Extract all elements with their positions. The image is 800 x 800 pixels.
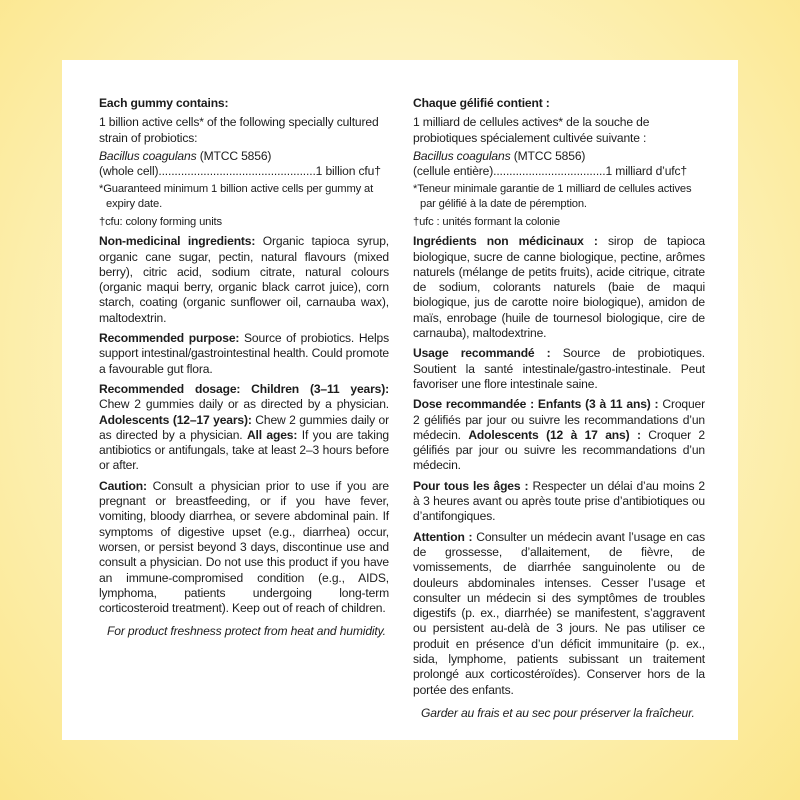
contents-heading-fr: Chaque gélifié contient : <box>413 96 550 110</box>
caution-text: Consult a physician prior to use if you are pregnant or breastfeeding, or if you have fever, vomiting, bloody diarrhea, or severe abdominal pain. If symptoms of digestive upset (e.g., diarrhea) occur, worsen, or persist beyond 3 days, discontinue use and consult a physician. Do not use this product if you have an immune-compromised condition (e.g., AIDS, lymphoma, patients undergoing long-term corticosteroid treatment). Keep out of reach of children. <box>99 478 389 616</box>
nmi-label: Non-medicinal ingredients: <box>99 234 256 249</box>
contents-intro: 1 billion active cells* of the following specially cultured strain of probiotics: <box>99 115 379 145</box>
strain-code-fr: (MTCC 5856) <box>510 148 586 163</box>
purpose-label-fr: Usage recommandé : <box>413 346 551 361</box>
dosage-text-fr: Croquer 2 gélifiés par jour ou suivre les recommandations d’un médecin. <box>413 397 706 442</box>
contents-intro-fr: 1 milliard de cellules actives* de la souche de probiotiques spécialement cultivée suivante : <box>413 115 650 145</box>
purpose-text-fr: Source de probiotiques. Soutient la santé intestinale/gastro-intestinale. Peut favoriser une flore intestinale saine. <box>413 346 705 391</box>
strain-name: Bacillus coagulans <box>99 148 197 163</box>
nmi-label-fr: Ingrédients non médicinaux : <box>413 234 598 249</box>
dosage-section <box>99 382 389 474</box>
strain-name-fr: Bacillus coagulans <box>413 148 511 163</box>
purpose-section-fr <box>413 346 705 392</box>
cfu-note-fr: †ufc : unités formant la colonie <box>413 215 560 228</box>
strain-code: (MTCC 5856) <box>196 148 272 163</box>
dosage-label-fr: Dose recommandée : Enfants (3 à 11 ans) : <box>413 397 659 412</box>
nmi-section <box>99 234 389 326</box>
nmi-text-fr: sirop de tapioca biologique, sucre de canne biologique, pectine, arômes naturels (mélange de petits fruits), acide citrique, citrate de sodium, colorants naturels (baie de maqui biologique, jus de carotte noire biologique), amidon de maïs, enrobage (huile de tournesol biologique, cire de carnauba), maltodextrine. <box>413 234 705 341</box>
dosage-label: Recommended dosage: Children (3–11 years): <box>99 381 389 396</box>
strain-line <box>99 149 389 180</box>
adolescents-label-fr: Adolescents (12 à 17 ans) : <box>468 427 641 442</box>
purpose-section <box>99 331 389 377</box>
dosage-section-fr <box>413 397 705 473</box>
all-ages-label-fr: Pour tous les âges : <box>413 478 529 493</box>
strain-line-fr <box>413 149 705 180</box>
nmi-text: Organic tapioca syrup, organic cane sugar, pectin, natural flavours (mixed berry), citric acid, sodium citrate, natural colours (organic maqui berry, organic black carrot juice), corn starch, coating (organic sunflower oil, carnauba wax), maltodextrin. <box>99 234 389 325</box>
freshness-note: For product freshness protect from heat and humidity. <box>107 624 386 639</box>
label-panel <box>62 60 738 740</box>
adolescents-text: Chew 2 gummies daily or as directed by a physician. <box>99 412 389 442</box>
nmi-section-fr <box>413 234 705 341</box>
caution-section-fr <box>413 530 705 698</box>
caution-section <box>99 479 389 617</box>
all-ages-section-fr <box>413 479 705 525</box>
all-ages-text-fr: Respecter un délai d’au moins 2 à 3 heures avant ou après toute prise d’antibiotiques ou d’antifongiques. <box>413 478 705 524</box>
all-ages-label: All ages: <box>246 427 298 442</box>
caution-text-fr: Consulter un médecin avant l’usage en cas de grossesse, d’allaitement, de fièvre, de vomissements, de diarrhée sanguinolente ou de douleurs abdominales intenses. Cesser l’usage et consulter un médecin si des symptômes de troubles digestifs (p. ex., diarrhée) se manifestent, s’aggravent ou persistent au-delà de 3 jours. Ne pas utiliser ce produit en présence d’un déficit immunitaire (p. ex., sida, lymphome, patients subissant un traitement prolongé aux corticostéroïdes). Conserver hors de la portée des enfants. <box>413 529 705 697</box>
english-column <box>99 96 389 645</box>
freshness-note-fr: Garder au frais et au sec pour préserver la fraîcheur. <box>421 705 695 720</box>
contents-heading: Each gummy contains: <box>99 96 229 110</box>
dosage-text: Chew 2 gummies daily or as directed by a physician. <box>99 397 389 412</box>
purpose-label: Recommended purpose: <box>99 331 240 346</box>
cfu-note: †cfu: colony forming units <box>99 215 222 228</box>
strain-detail: (whole cell).................................................1 billion cfu† <box>99 164 381 179</box>
purpose-text: Source of probiotics. Helps support intestinal/gastrointestinal health. Could promote a favourable gut flora. <box>99 331 389 376</box>
caution-label-fr: Attention : <box>413 529 473 544</box>
french-column <box>413 96 705 726</box>
guarantee-note-fr: *Teneur minimale garantie de 1 milliard de cellules actives par gélifié à la date de péremption. <box>413 183 692 211</box>
guarantee-note: *Guaranteed minimum 1 billion active cells per gummy at expiry date. <box>99 183 374 211</box>
adolescents-text-fr: Croquer 2 gélifiés par jour ou suivre les recommandations d’un médecin. <box>413 427 705 473</box>
all-ages-text: If you are taking antibiotics or antifungals, take at least 2–3 hours before or after. <box>99 427 389 473</box>
strain-detail-fr: (cellule entière)...................................1 milliard d’ufc† <box>413 164 687 179</box>
caution-label: Caution: <box>99 478 147 493</box>
adolescents-label: Adolescents (12–17 years): <box>99 412 252 427</box>
